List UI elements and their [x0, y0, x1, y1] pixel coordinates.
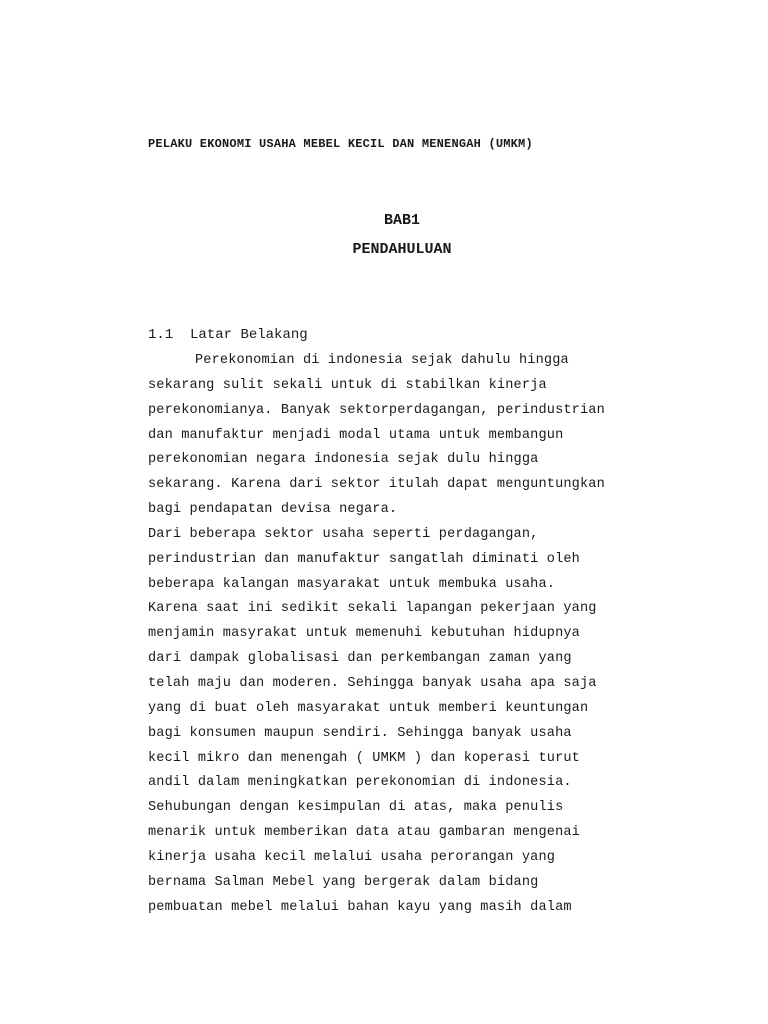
section-heading [148, 327, 308, 343]
chapter-number: BAB1 [383, 212, 420, 229]
text-line: dan manufaktur menjadi modal utama untuk membangun [148, 427, 564, 443]
chapter-title: PENDAHULUAN [352, 241, 452, 258]
section-number: 1.1 [148, 327, 174, 343]
text-line: perekonomianya. Banyak sektorperdagangan, perindustrian [148, 402, 605, 418]
text-line: sekarang. Karena dari sektor itulah dapat menguntungkan [148, 477, 605, 493]
text-line: andil dalam meningkatkan perekonomian di indonesia. [148, 775, 572, 791]
text-line: kinerja usaha kecil melalui usaha perorangan yang [148, 849, 556, 865]
text-line: bernama Salman Mebel yang bergerak dalam bidang [148, 874, 539, 890]
document-title: PELAKU EKONOMI USAHA MEBEL KECIL DAN MENENGAH (UMKM) [148, 137, 533, 151]
section-title: Latar Belakang [190, 327, 308, 343]
text-line: bagi konsumen maupun sendiri. Sehingga banyak usaha [148, 725, 572, 741]
text-line: Dari beberapa sektor usaha seperti perdagangan, [148, 526, 539, 542]
text-line: kecil mikro dan menengah ( UMKM ) dan koperasi turut [148, 750, 580, 766]
text-line: Perekonomian di indonesia sejak dahulu hingga [195, 353, 569, 368]
text-line: yang di buat oleh masyarakat untuk memberi keuntungan [148, 700, 589, 716]
text-line: menarik untuk memberikan data atau gambaran mengenai [148, 825, 580, 841]
text-line: perindustrian dan manufaktur sangatlah diminati oleh [148, 551, 580, 567]
body-text [148, 349, 688, 920]
text-line: perekonomian negara indonesia sejak dulu hingga [148, 452, 539, 468]
text-line: Karena saat ini sedikit sekali lapangan pekerjaan yang [148, 601, 597, 617]
text-line: pembuatan mebel melalui bahan kayu yang masih dalam [148, 899, 572, 915]
text-line: telah maju dan moderen. Sehingga banyak usaha apa saja [148, 675, 597, 691]
text-line: bagi pendapatan devisa negara. [148, 502, 398, 518]
text-line: dari dampak globalisasi dan perkembangan zaman yang [148, 651, 572, 667]
text-line: menjamin masyrakat untuk memenuhi kebutuhan hidupnya [148, 626, 580, 642]
text-line: beberapa kalangan masyarakat untuk membuka usaha. [148, 576, 556, 592]
text-line: Sehubungan dengan kesimpulan di atas, maka penulis [148, 800, 564, 816]
text-line: sekarang sulit sekali untuk di stabilkan kinerja [148, 377, 547, 393]
